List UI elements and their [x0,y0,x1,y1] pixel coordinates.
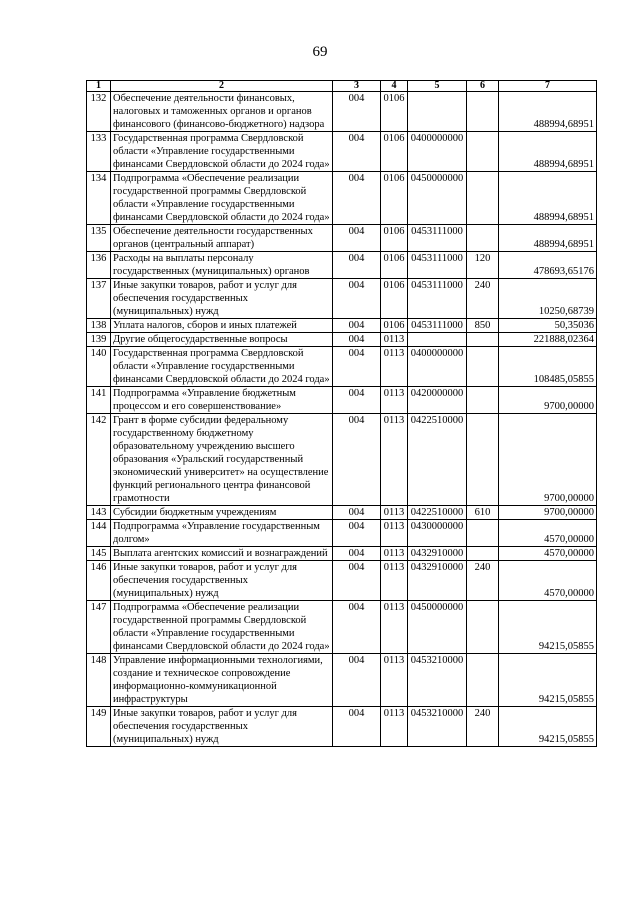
row-name-cell: Подпрограмма «Обеспечение реализации государственной программы Свердловской области «Управление государственными финансами Свердловской области до 2024 года» [111,601,333,654]
row-expense-type-cell: 610 [467,506,499,520]
row-name-cell: Иные закупки товаров, работ и услуг для обеспечения государственных (муниципальных) нужд [111,279,333,319]
row-number-cell: 140 [87,347,111,387]
row-expense-type-cell: 120 [467,252,499,279]
row-number-cell: 144 [87,520,111,547]
table-row [87,601,597,654]
row-section-code-cell: 0106 [381,172,408,225]
row-ministry-code-cell: 004 [333,707,381,747]
row-section-code-cell: 0106 [381,319,408,333]
page-number: 69 [312,44,328,60]
table-row [87,707,597,747]
row-expense-type-cell [467,414,499,506]
table-row [87,333,597,347]
row-section-code-cell: 0106 [381,92,408,132]
row-number-cell: 148 [87,654,111,707]
table-row [87,132,597,172]
row-number-cell: 145 [87,547,111,561]
table-row [87,654,597,707]
row-section-code-cell: 0113 [381,707,408,747]
row-ministry-code-cell: 004 [333,506,381,520]
row-expense-type-cell [467,654,499,707]
row-target-code-cell: 0453111000 [408,279,467,319]
row-number-cell: 142 [87,414,111,506]
row-number-cell: 149 [87,707,111,747]
row-expense-type-cell [467,387,499,414]
table-row [87,506,597,520]
row-name-cell: Уплата налогов, сборов и иных платежей [111,319,333,333]
row-number-cell: 137 [87,279,111,319]
row-section-code-cell: 0113 [381,601,408,654]
table-row [87,347,597,387]
row-section-code-cell: 0113 [381,654,408,707]
table-row [87,561,597,601]
row-section-code-cell: 0113 [381,561,408,601]
header-cell: 6 [467,81,499,92]
row-amount-cell: 94215,05855 [499,654,597,707]
row-section-code-cell: 0113 [381,547,408,561]
row-name-cell: Государственная программа Свердловской области «Управление государственными финансами Свердловской области до 2024 года» [111,347,333,387]
row-amount-cell: 488994,68951 [499,225,597,252]
table-row [87,520,597,547]
table-row [87,252,597,279]
row-number-cell: 143 [87,506,111,520]
row-name-cell: Другие общегосударственные вопросы [111,333,333,347]
row-target-code-cell: 0400000000 [408,347,467,387]
row-ministry-code-cell: 004 [333,654,381,707]
row-name-cell: Грант в форме субсидии федеральному государственному бюджетному образовательному учреждению высшего образования «Уральский государственный экономический университет» на осуществление функций регионального центра финансовой грамотности [111,414,333,506]
row-expense-type-cell [467,132,499,172]
row-ministry-code-cell: 004 [333,414,381,506]
row-section-code-cell: 0113 [381,506,408,520]
row-ministry-code-cell: 004 [333,347,381,387]
row-expense-type-cell [467,347,499,387]
row-target-code-cell: 0422510000 [408,506,467,520]
row-ministry-code-cell: 004 [333,92,381,132]
row-number-cell: 146 [87,561,111,601]
row-section-code-cell: 0113 [381,414,408,506]
row-name-cell: Субсидии бюджетным учреждениям [111,506,333,520]
header-cell: 3 [333,81,381,92]
header-cell: 1 [87,81,111,92]
row-amount-cell: 488994,68951 [499,172,597,225]
row-ministry-code-cell: 004 [333,547,381,561]
row-amount-cell: 488994,68951 [499,132,597,172]
header-cell: 7 [499,81,597,92]
row-amount-cell: 9700,00000 [499,506,597,520]
row-target-code-cell: 0450000000 [408,172,467,225]
row-section-code-cell: 0113 [381,347,408,387]
row-amount-cell: 9700,00000 [499,387,597,414]
row-amount-cell: 488994,68951 [499,92,597,132]
row-amount-cell: 4570,00000 [499,520,597,547]
row-section-code-cell: 0113 [381,387,408,414]
row-target-code-cell: 0420000000 [408,387,467,414]
row-number-cell: 135 [87,225,111,252]
row-expense-type-cell [467,92,499,132]
row-target-code-cell: 0450000000 [408,601,467,654]
row-name-cell: Иные закупки товаров, работ и услуг для обеспечения государственных (муниципальных) нужд [111,707,333,747]
row-ministry-code-cell: 004 [333,319,381,333]
row-amount-cell: 221888,02364 [499,333,597,347]
row-number-cell: 141 [87,387,111,414]
table-row [87,279,597,319]
row-target-code-cell: 0432910000 [408,561,467,601]
row-section-code-cell: 0113 [381,333,408,347]
row-amount-cell: 4570,00000 [499,547,597,561]
row-section-code-cell: 0106 [381,132,408,172]
row-target-code-cell [408,92,467,132]
row-amount-cell: 10250,68739 [499,279,597,319]
row-target-code-cell: 0432910000 [408,547,467,561]
row-target-code-cell: 0400000000 [408,132,467,172]
row-amount-cell: 94215,05855 [499,601,597,654]
row-number-cell: 132 [87,92,111,132]
row-name-cell: Управление информационными технологиями, создание и техническое сопровождение информационно-коммуникационной инфраструктуры [111,654,333,707]
row-section-code-cell: 0106 [381,279,408,319]
table-header-row [87,81,597,92]
row-expense-type-cell [467,172,499,225]
row-expense-type-cell [467,333,499,347]
table-row [87,387,597,414]
row-amount-cell: 108485,05855 [499,347,597,387]
table-row [87,319,597,333]
row-name-cell: Подпрограмма «Обеспечение реализации государственной программы Свердловской области «Управление государственными финансами Свердловской области до 2024 года» [111,172,333,225]
header-cell: 4 [381,81,408,92]
row-target-code-cell: 0430000000 [408,520,467,547]
table-row [87,225,597,252]
row-ministry-code-cell: 004 [333,520,381,547]
row-ministry-code-cell: 004 [333,561,381,601]
header-cell: 2 [111,81,333,92]
row-expense-type-cell [467,601,499,654]
table-row [87,92,597,132]
row-expense-type-cell: 240 [467,707,499,747]
row-amount-cell: 94215,05855 [499,707,597,747]
row-target-code-cell: 0453111000 [408,225,467,252]
row-expense-type-cell [467,225,499,252]
row-expense-type-cell [467,547,499,561]
row-number-cell: 136 [87,252,111,279]
row-number-cell: 134 [87,172,111,225]
row-amount-cell: 478693,65176 [499,252,597,279]
row-expense-type-cell: 240 [467,561,499,601]
row-number-cell: 133 [87,132,111,172]
row-ministry-code-cell: 004 [333,172,381,225]
table-row [87,547,597,561]
row-section-code-cell: 0106 [381,252,408,279]
row-ministry-code-cell: 004 [333,252,381,279]
row-number-cell: 138 [87,319,111,333]
row-ministry-code-cell: 004 [333,279,381,319]
row-name-cell: Обеспечение деятельности финансовых, налоговых и таможенных органов и органов финансового (финансово-бюджетного) надзора [111,92,333,132]
row-name-cell: Выплата агентских комиссий и вознаграждений [111,547,333,561]
row-target-code-cell: 0453111000 [408,252,467,279]
row-name-cell: Подпрограмма «Управление бюджетным процессом и его совершенствование» [111,387,333,414]
row-name-cell: Государственная программа Свердловской области «Управление государственными финансами Свердловской области до 2024 года» [111,132,333,172]
row-ministry-code-cell: 004 [333,132,381,172]
row-target-code-cell [408,333,467,347]
budget-table [86,80,597,747]
row-section-code-cell: 0106 [381,225,408,252]
row-amount-cell: 50,35036 [499,319,597,333]
row-target-code-cell: 0453210000 [408,654,467,707]
row-name-cell: Подпрограмма «Управление государственным долгом» [111,520,333,547]
row-ministry-code-cell: 004 [333,225,381,252]
row-target-code-cell: 0453210000 [408,707,467,747]
table-row [87,172,597,225]
row-number-cell: 139 [87,333,111,347]
row-expense-type-cell [467,520,499,547]
row-name-cell: Иные закупки товаров, работ и услуг для обеспечения государственных (муниципальных) нужд [111,561,333,601]
row-section-code-cell: 0113 [381,520,408,547]
row-expense-type-cell: 850 [467,319,499,333]
row-target-code-cell: 0453111000 [408,319,467,333]
header-cell: 5 [408,81,467,92]
row-amount-cell: 4570,00000 [499,561,597,601]
row-name-cell: Обеспечение деятельности государственных органов (центральный аппарат) [111,225,333,252]
row-ministry-code-cell: 004 [333,333,381,347]
table-row [87,414,597,506]
row-name-cell: Расходы на выплаты персоналу государственных (муниципальных) органов [111,252,333,279]
row-number-cell: 147 [87,601,111,654]
row-ministry-code-cell: 004 [333,387,381,414]
row-expense-type-cell: 240 [467,279,499,319]
row-amount-cell: 9700,00000 [499,414,597,506]
row-ministry-code-cell: 004 [333,601,381,654]
row-target-code-cell: 0422510000 [408,414,467,506]
